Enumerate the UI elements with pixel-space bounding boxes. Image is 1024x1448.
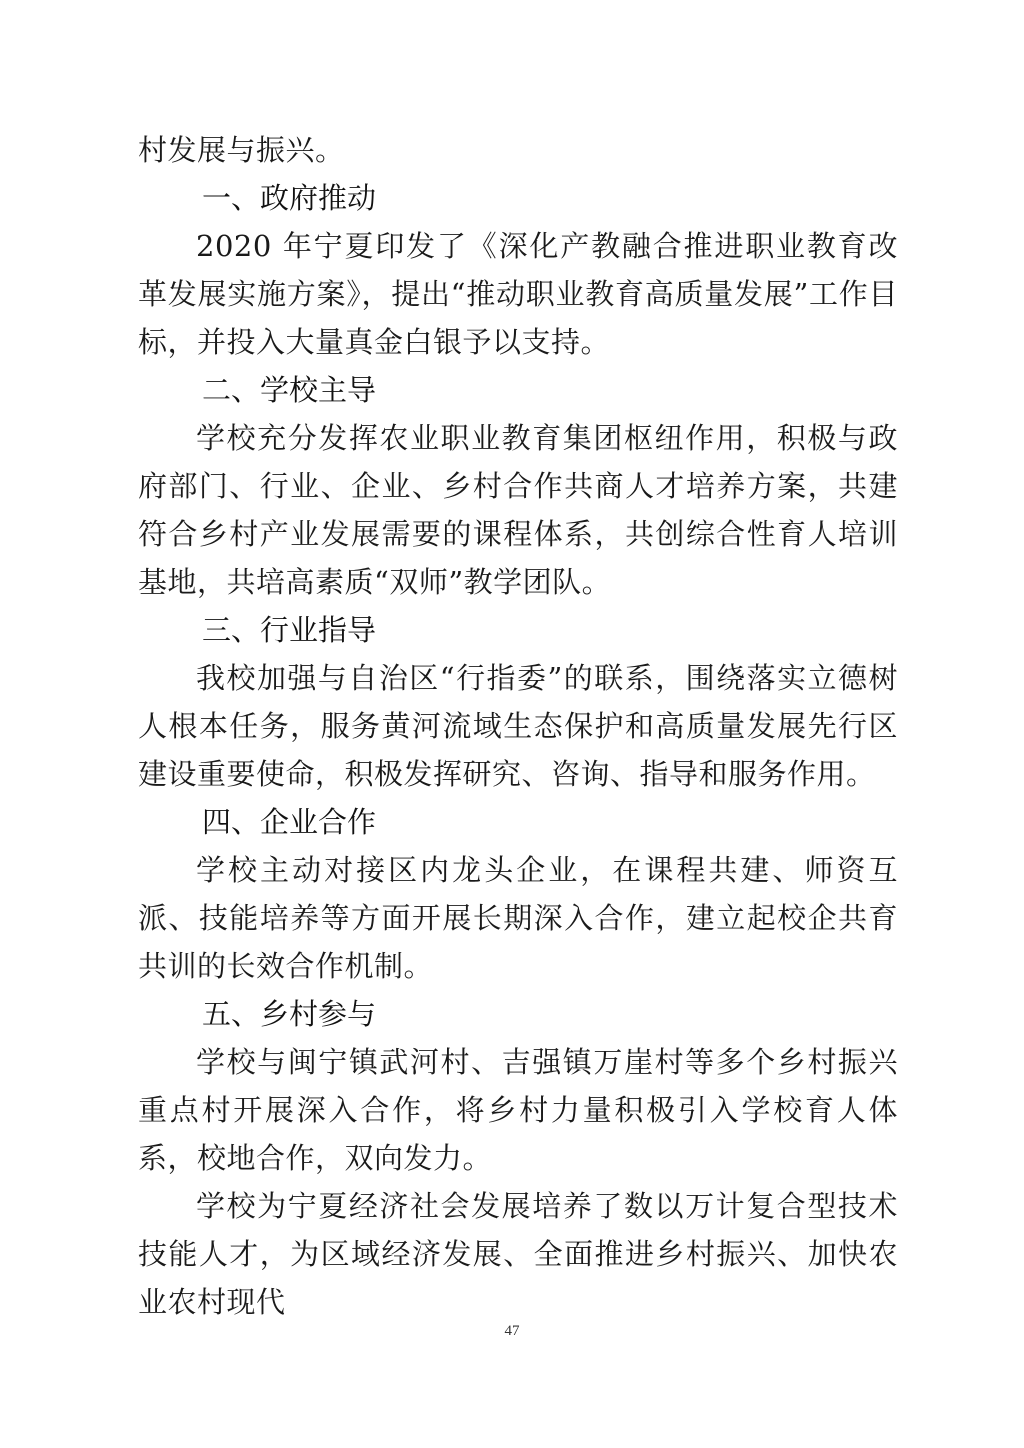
- section-heading-industry: 三、行业指导: [202, 613, 377, 647]
- section-heading-village: 五、乡村参与: [202, 997, 377, 1031]
- section-body-government: 2020 年宁夏印发了《深化产教融合推进职业教育改革发展实施方案》，提出“推动职业教育高质量发展”工作目标，并投入大量真金白银予以支持。: [138, 229, 898, 359]
- document-body: [138, 126, 898, 1326]
- page-number: 47: [504, 1323, 520, 1339]
- section-body-village: 学校与闽宁镇武河村、吉强镇万崖村等多个乡村振兴重点村开展深入合作，将乡村力量积极引入学校育人体系，校地合作，双向发力。: [138, 1045, 898, 1175]
- section-heading-enterprise: 四、企业合作: [202, 805, 377, 839]
- continuation-text: 村发展与振兴。: [138, 133, 345, 167]
- section-body-school: 学校充分发挥农业职业教育集团枢纽作用，积极与政府部门、行业、企业、乡村合作共商人才培养方案，共建符合乡村产业发展需要的课程体系，共创综合性育人培训基地，共培高素质“双师”教学团队。: [138, 421, 898, 599]
- section-body-enterprise: 学校主动对接区内龙头企业，在课程共建、师资互派、技能培养等方面开展长期深入合作，建立起校企共育共训的长效合作机制。: [138, 853, 898, 983]
- closing-paragraph: 学校为宁夏经济社会发展培养了数以万计复合型技术技能人才，为区域经济发展、全面推进乡村振兴、加快农业农村现代: [138, 1189, 898, 1319]
- section-heading-government: 一、政府推动: [202, 181, 377, 215]
- section-heading-school: 二、学校主导: [202, 373, 377, 407]
- section-body-industry: 我校加强与自治区“行指委”的联系，围绕落实立德树人根本任务，服务黄河流域生态保护和高质量发展先行区建设重要使命，积极发挥研究、咨询、指导和服务作用。: [138, 661, 898, 791]
